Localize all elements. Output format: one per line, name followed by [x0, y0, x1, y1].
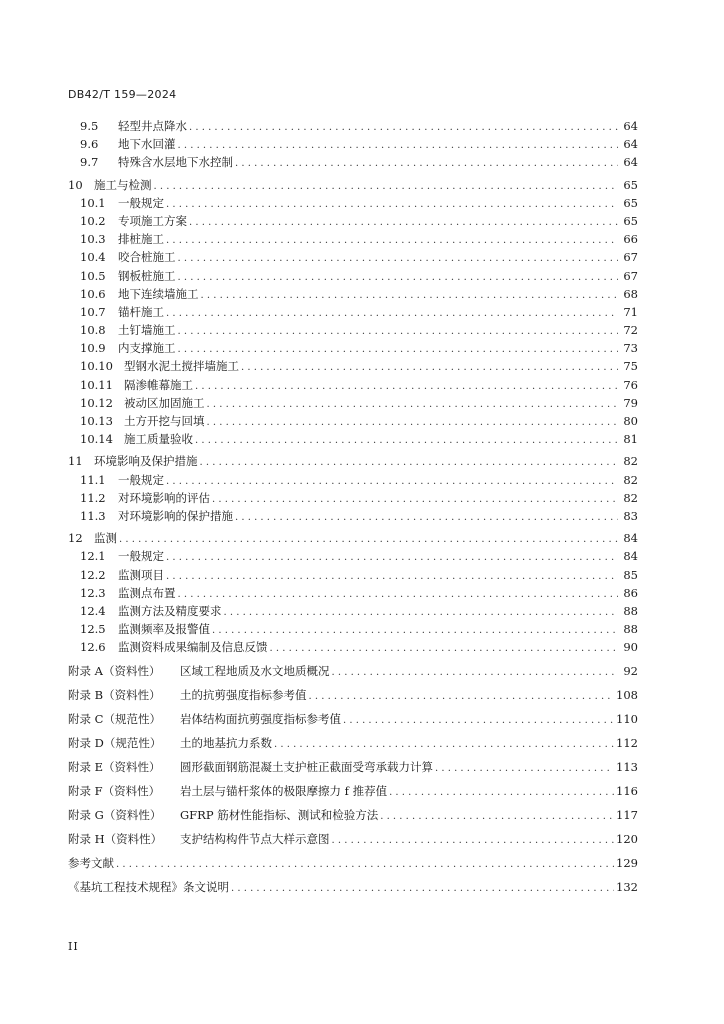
toc-entry-title: 对环境影响的保护措施 — [118, 508, 233, 523]
toc-entry[interactable] — [68, 249, 638, 267]
dot-leader — [212, 494, 618, 505]
toc-entry-page: 84 — [623, 531, 638, 546]
dot-leader — [309, 691, 615, 702]
toc-entry-title: 监测点布置 — [118, 585, 176, 600]
toc-entry-page: 81 — [623, 432, 638, 447]
toc-entry-number: 12.4 — [80, 603, 106, 618]
toc-entry[interactable] — [68, 395, 638, 413]
dot-leader — [116, 859, 614, 870]
toc-entry-title: 钢板桩施工 — [118, 268, 176, 283]
toc-entry[interactable] — [68, 490, 638, 508]
toc-entry-page: 129 — [616, 856, 638, 871]
toc-entry-page: 65 — [623, 195, 638, 210]
dot-leader — [241, 362, 618, 373]
toc-entry[interactable] — [68, 567, 638, 585]
toc-entry-number: 12.5 — [80, 622, 106, 637]
toc-entry-number: 10.10 — [80, 359, 113, 374]
toc-entry-title: 环境影响及保护措施 — [94, 454, 198, 469]
toc-entry[interactable] — [68, 759, 638, 783]
dot-leader — [195, 435, 618, 446]
toc-entry-number: 10.4 — [80, 250, 106, 265]
toc-entry[interactable] — [68, 431, 638, 449]
toc-entry-page: 76 — [623, 377, 638, 392]
toc-entry-title: 监测 — [94, 531, 117, 546]
toc-entry-title: 地下水回灌 — [118, 137, 176, 152]
toc-entry-page: 66 — [623, 232, 638, 247]
table-of-contents — [68, 118, 638, 903]
toc-entry[interactable] — [68, 453, 638, 471]
toc-entry-title: 专项施工方案 — [118, 213, 187, 228]
dot-leader — [332, 667, 619, 678]
toc-entry-number: 10.6 — [80, 286, 106, 301]
toc-entry[interactable] — [68, 621, 638, 639]
toc-entry-title: 一般规定 — [118, 549, 164, 564]
toc-entry-title: 施工质量验收 — [124, 432, 193, 447]
toc-entry[interactable] — [68, 413, 638, 431]
toc-entry-page: 67 — [623, 250, 638, 265]
toc-entry[interactable] — [68, 783, 638, 807]
toc-entry-number: 12.2 — [80, 567, 106, 582]
toc-entry-title: 一般规定 — [118, 195, 164, 210]
dot-leader — [166, 308, 618, 319]
dot-leader — [178, 140, 619, 151]
toc-entry-title: 土的地基抗力系数 — [180, 736, 272, 751]
toc-entry-number: 11.3 — [80, 508, 106, 523]
dot-leader — [178, 344, 619, 355]
toc-entry[interactable] — [68, 358, 638, 376]
toc-entry-title: 排桩施工 — [118, 232, 164, 247]
toc-entry-page: 75 — [623, 359, 638, 374]
toc-entry-page: 108 — [616, 688, 638, 703]
toc-entry-number: 12.1 — [80, 549, 106, 564]
dot-leader — [178, 253, 619, 264]
toc-entry-title: 对环境影响的评估 — [118, 490, 210, 505]
toc-entry[interactable] — [68, 213, 638, 231]
toc-entry-page: 132 — [616, 880, 638, 895]
dot-leader — [195, 381, 618, 392]
toc-entry-number: 附录 A（资料性） — [68, 664, 161, 679]
toc-entry[interactable] — [68, 340, 638, 358]
toc-entry-title: 岩体结构面抗剪强度指标参考值 — [180, 712, 341, 727]
toc-entry-title: 轻型井点降水 — [118, 119, 187, 133]
toc-entry-number: 附录 G（资料性） — [68, 808, 162, 823]
toc-entry-page: 80 — [623, 414, 638, 428]
dot-leader — [166, 552, 618, 563]
toc-entry[interactable] — [68, 118, 638, 136]
toc-entry[interactable] — [68, 548, 638, 566]
toc-entry-number: 附录 D（规范性） — [68, 736, 162, 751]
toc-entry[interactable] — [68, 286, 638, 304]
toc-entry-title: 《基坑工程技术规程》条文说明 — [68, 880, 229, 895]
toc-entry-number: 10 — [68, 177, 83, 192]
toc-entry-title: GFRP 筋材性能指标、测试和检验方法 — [180, 808, 379, 823]
toc-entry-page: 82 — [623, 454, 638, 469]
toc-entry-title: 圆形截面钢筋混凝土支护桩正截面受弯承载力计算 — [180, 760, 433, 775]
toc-entry-number: 12 — [68, 531, 83, 546]
dot-leader — [178, 589, 619, 600]
dot-leader — [270, 643, 619, 654]
dot-leader — [274, 739, 614, 750]
toc-entry-title: 土方开挖与回填 — [124, 414, 205, 428]
toc-entry-number: 10.11 — [80, 377, 113, 392]
toc-entry-title: 监测频率及报警值 — [118, 622, 210, 637]
toc-entry-page: 113 — [616, 760, 638, 775]
toc-entry[interactable] — [68, 831, 638, 855]
toc-entry-title: 监测资料成果编制及信息反馈 — [118, 640, 268, 655]
toc-entry-page: 90 — [623, 640, 638, 655]
toc-entry[interactable] — [68, 231, 638, 249]
dot-leader — [166, 571, 618, 582]
toc-entry-title: 土的抗剪强度指标参考值 — [180, 688, 307, 703]
toc-entry-page: 64 — [623, 137, 638, 152]
toc-entry-number: 附录 H（资料性） — [68, 832, 163, 847]
toc-entry[interactable] — [68, 711, 638, 735]
toc-entry[interactable] — [68, 687, 638, 711]
dot-leader — [189, 217, 618, 228]
toc-entry-number: 10.7 — [80, 304, 106, 319]
dot-leader — [166, 235, 618, 246]
toc-entry-title: 施工与检测 — [94, 177, 152, 192]
dot-leader — [207, 417, 619, 428]
dot-leader — [231, 883, 614, 894]
toc-entry-title: 特殊含水层地下水控制 — [118, 155, 233, 170]
dot-leader — [224, 607, 619, 618]
toc-entry[interactable] — [68, 377, 638, 395]
toc-entry[interactable] — [68, 268, 638, 286]
toc-entry-page: 64 — [623, 119, 638, 133]
toc-entry[interactable] — [68, 639, 638, 657]
dot-leader — [189, 122, 618, 133]
dot-leader — [380, 811, 614, 822]
toc-entry-page: 120 — [616, 832, 638, 847]
toc-entry-title: 咬合桩施工 — [118, 250, 176, 265]
toc-entry[interactable] — [68, 154, 638, 172]
document-code: DB42/T 159—2024 — [68, 88, 177, 101]
dot-leader — [200, 457, 619, 468]
toc-entry-number: 10.2 — [80, 213, 106, 228]
toc-entry-number: 9.6 — [80, 137, 99, 152]
toc-entry-number: 附录 C（规范性） — [68, 712, 161, 727]
toc-entry-number: 10.12 — [80, 395, 113, 410]
toc-entry[interactable] — [68, 879, 638, 903]
dot-leader — [389, 787, 614, 798]
dot-leader — [201, 290, 619, 301]
toc-entry-number: 12.3 — [80, 585, 106, 600]
toc-entry-number: 11 — [68, 454, 83, 469]
toc-entry[interactable] — [68, 472, 638, 490]
toc-entry-number: 10.14 — [80, 432, 113, 447]
toc-entry[interactable] — [68, 177, 638, 195]
dot-leader — [166, 199, 618, 210]
toc-entry-number: 10.13 — [80, 414, 113, 428]
page-number: II — [68, 940, 79, 953]
dot-leader — [178, 272, 619, 283]
toc-entry-title: 型钢水泥土搅拌墙施工 — [124, 359, 239, 374]
toc-entry-title: 监测方法及精度要求 — [118, 603, 222, 618]
toc-entry-title: 支护结构构件节点大样示意图 — [180, 832, 330, 847]
dot-leader — [166, 476, 618, 487]
toc-entry-number: 9.7 — [80, 155, 99, 170]
toc-entry-page: 67 — [623, 268, 638, 283]
dot-leader — [119, 534, 618, 545]
toc-entry-title: 锚杆施工 — [118, 304, 164, 319]
toc-entry-page: 65 — [623, 213, 638, 228]
toc-entry-number: 10.5 — [80, 268, 106, 283]
toc-entry[interactable] — [68, 735, 638, 759]
toc-entry-page: 64 — [623, 155, 638, 170]
toc-entry[interactable] — [68, 322, 638, 340]
toc-entry[interactable] — [68, 585, 638, 603]
dot-leader — [154, 181, 619, 192]
toc-entry[interactable] — [68, 807, 638, 831]
toc-entry-title: 内支撑施工 — [118, 341, 176, 356]
toc-entry-number: 附录 B（资料性） — [68, 688, 161, 703]
toc-entry-number: 12.6 — [80, 640, 106, 655]
toc-entry-page: 72 — [623, 323, 638, 338]
toc-entry-number: 10.8 — [80, 323, 106, 338]
toc-entry-page: 92 — [623, 664, 638, 679]
toc-entry-page: 84 — [623, 549, 638, 564]
toc-entry[interactable] — [68, 508, 638, 526]
toc-entry-number: 附录 F（资料性） — [68, 784, 161, 799]
toc-entry-page: 73 — [623, 341, 638, 356]
toc-entry-number: 9.5 — [80, 119, 99, 133]
toc-entry-number: 11.1 — [80, 472, 106, 487]
toc-entry-page: 88 — [623, 603, 638, 618]
toc-entry-title: 岩土层与锚杆浆体的极限摩擦力 f 推荐值 — [180, 784, 388, 799]
dot-leader — [235, 158, 618, 169]
toc-entry[interactable] — [68, 855, 638, 879]
toc-entry-title: 隔渗帷幕施工 — [124, 377, 193, 392]
toc-entry-title: 参考文献 — [68, 856, 114, 871]
toc-entry[interactable] — [68, 603, 638, 621]
toc-entry-number: 10.1 — [80, 195, 106, 210]
toc-entry[interactable] — [68, 304, 638, 322]
toc-entry-page: 65 — [623, 177, 638, 192]
toc-entry-page: 88 — [623, 622, 638, 637]
toc-entry-title: 土钉墙施工 — [118, 323, 176, 338]
toc-entry-title: 一般规定 — [118, 472, 164, 487]
toc-entry-page: 112 — [616, 736, 638, 751]
toc-entry-page: 117 — [616, 808, 638, 823]
toc-entry-page: 71 — [623, 304, 638, 319]
dot-leader — [178, 326, 619, 337]
toc-entry[interactable] — [68, 663, 638, 687]
toc-entry-title: 地下连续墙施工 — [118, 286, 199, 301]
toc-entry-page: 86 — [623, 585, 638, 600]
toc-entry-title: 区域工程地质及水文地质概况 — [180, 664, 330, 679]
dot-leader — [343, 715, 614, 726]
toc-entry-page: 85 — [623, 567, 638, 582]
toc-entry-page: 82 — [623, 490, 638, 505]
toc-entry-number: 附录 E（资料性） — [68, 760, 161, 775]
toc-entry-title: 被动区加固施工 — [124, 395, 205, 410]
dot-leader — [332, 835, 615, 846]
toc-entry-number: 10.9 — [80, 341, 106, 356]
toc-entry-page: 79 — [623, 395, 638, 410]
dot-leader — [435, 763, 614, 774]
toc-entry-number: 11.2 — [80, 490, 106, 505]
toc-entry[interactable] — [68, 136, 638, 154]
toc-entry-number: 10.3 — [80, 232, 106, 247]
toc-entry-page: 68 — [623, 286, 638, 301]
toc-entry-page: 110 — [616, 712, 638, 727]
dot-leader — [207, 399, 619, 410]
toc-entry[interactable] — [68, 530, 638, 548]
toc-entry[interactable] — [68, 195, 638, 213]
dot-leader — [212, 625, 618, 636]
toc-entry-page: 82 — [623, 472, 638, 487]
dot-leader — [235, 512, 618, 523]
toc-entry-page: 116 — [616, 784, 638, 799]
toc-entry-title: 监测项目 — [118, 567, 164, 582]
toc-entry-page: 83 — [623, 508, 638, 523]
